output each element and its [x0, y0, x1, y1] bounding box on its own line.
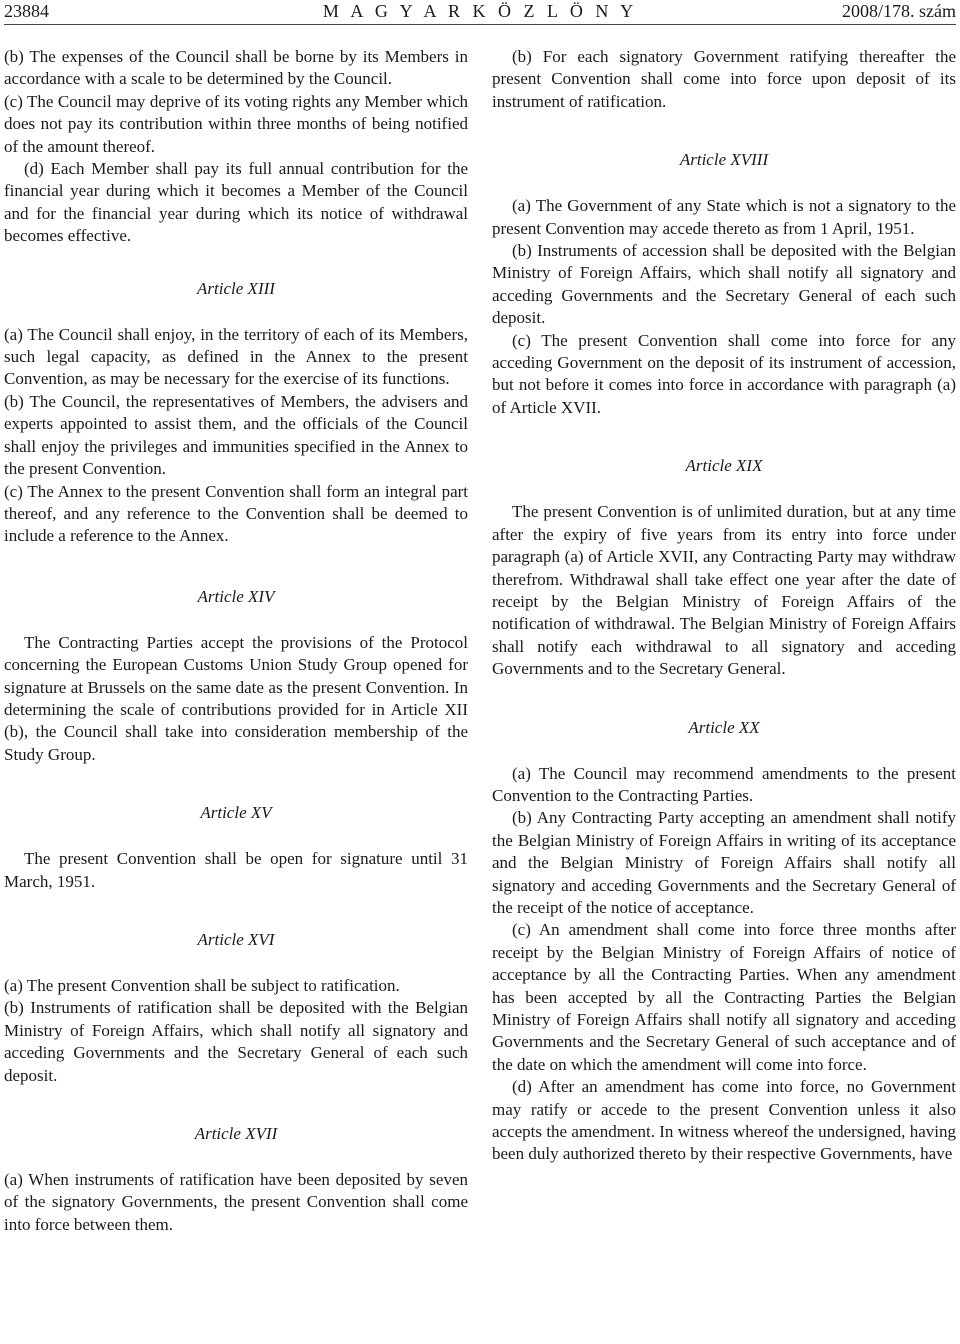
- article-18-heading: Article XVIII: [679, 150, 769, 170]
- article-19-heading: Article XIX: [685, 456, 763, 476]
- paragraph-15: The present Convention shall be open for signature until 31 March, 1951.: [4, 849, 468, 891]
- article-14-heading: Article XIV: [197, 586, 275, 606]
- paragraph-14: The Contracting Parties accept the provisions of the Protocol concerning the European Customs Union Study Group opened for signature at Brussels on the same date as the present Convention. In determining the scale of contributions provided for in Article XII (b), the Council shall take into consideration membership of the Study Group.: [4, 632, 468, 764]
- paragraph-12d: (d) Each Member shall pay its full annual contribution for the financial year during which it becomes a Member of the Council and for the financial year during which its notice of withdrawal becomes effective.: [4, 159, 468, 246]
- paragraph-13c: (c) The Annex to the present Convention shall form an integral part thereof, and any reference to the Convention shall be deemed to include a reference to the Annex.: [4, 481, 468, 546]
- paragraph-13b: (b) The Council, the representatives of Members, the advisers and experts appointed to assist them, and the officials of the Council shall enjoy the privileges and immunities specified in the Annex to the present Convention.: [4, 391, 468, 479]
- paragraph-13a: (a) The Council shall enjoy, in the territory of each of its Members, such legal capacity, as defined in the Annex to the present Convention, as may be necessary for the exercise of its functions.: [4, 324, 468, 389]
- article-20-heading: Article XX: [688, 717, 760, 737]
- paragraph-20c: (c) An amendment shall come into force three months after receipt by the Belgian Ministry of Foreign Affairs of notice of acceptance by all the Contracting Parties. When any amendment has been accepted by all the Contracting Parties the Belgian Ministry of Foreign Affairs shall notify all signatory and acceding Governments and the Secretary General of such acceptance and of the date on which the amendment will come into force.: [492, 920, 956, 1074]
- page-number: 23884: [4, 1, 49, 21]
- paragraph-17b: (b) For each signatory Government ratifying thereafter the present Convention shall come into force upon deposit of its instrument of ratification.: [492, 47, 956, 111]
- paragraph-20a: (a) The Council may recommend amendments to the present Convention to the Contracting Parties.: [492, 763, 956, 805]
- paragraph-16a: (a) The present Convention shall be subject to ratification.: [4, 975, 400, 995]
- journal-title: M A G Y A R K Ö Z L Ö N Y: [322, 1, 638, 21]
- paragraph-19: The present Convention is of unlimited duration, but at any time after the expiry of five years from its entry into force under paragraph (a) of Article XVII, any Contracting Party may withdraw therefrom. Withdrawal shall take effect one year after the date of receipt by the Belgian Ministry of Foreign Affairs of the notification of withdrawal. The Belgian Ministry of Foreign Affairs shall notify each withdrawal to all signatory and acceding Governments and to the Secretary General.: [492, 502, 956, 679]
- article-15-heading: Article XV: [200, 803, 272, 823]
- article-13-heading: Article XIII: [197, 278, 275, 298]
- page-header: [4, 0, 956, 25]
- left-column: [4, 46, 468, 1236]
- issue-number: 2008/178. szám: [842, 1, 956, 21]
- paragraph-20b: (b) Any Contracting Party accepting an amendment shall notify the Belgian Ministry of Foreign Affairs in writing of its acceptance and the Belgian Ministry of Foreign Affairs shall notify all signatory and acceding Governments and the Secretary General of the receipt of the notice of acceptance.: [492, 808, 956, 917]
- paragraph-12b: (b) The expenses of the Council shall be borne by its Members in accordance with a scale to be determined by the Council.: [4, 47, 468, 89]
- paragraph-18b: (b) Instruments of accession shall be deposited with the Belgian Ministry of Foreign Affairs, which shall notify all signatory and acceding Governments and the Secretary General of each such deposit.: [492, 241, 956, 328]
- paragraph-16b: (b) Instruments of ratification shall be deposited with the Belgian Ministry of Foreign Affairs, which shall notify all signatory and acceding Governments and the Secretary General of each such deposit.: [4, 998, 468, 1085]
- paragraph-17a: (a) When instruments of ratification have been deposited by seven of the signatory Governments, the present Convention shall come into force between them.: [4, 1170, 468, 1234]
- right-column: [492, 46, 956, 1166]
- paragraph-12c: (c) The Council may deprive of its voting rights any Member which does not pay its contribution within three months of being notified of the amount thereof.: [4, 91, 468, 156]
- article-16-heading: Article XVI: [197, 929, 275, 949]
- paragraph-20d: (d) After an amendment has come into force, no Government may ratify or accede to the present Convention unless it also accepts the amendment. In witness whereof the undersigned, having been duly authorized thereto by their respective Governments, have: [492, 1077, 956, 1164]
- paragraph-18a: (a) The Government of any State which is not a signatory to the present Convention may accede thereto as from 1 April, 1951.: [492, 196, 956, 238]
- paragraph-18c: (c) The present Convention shall come into force for any acceding Government on the deposit of its instrument of accession, but not before it comes into force in accordance with paragraph (a) of Article XVII.: [492, 330, 956, 417]
- article-17-heading: Article XVII: [194, 1124, 278, 1143]
